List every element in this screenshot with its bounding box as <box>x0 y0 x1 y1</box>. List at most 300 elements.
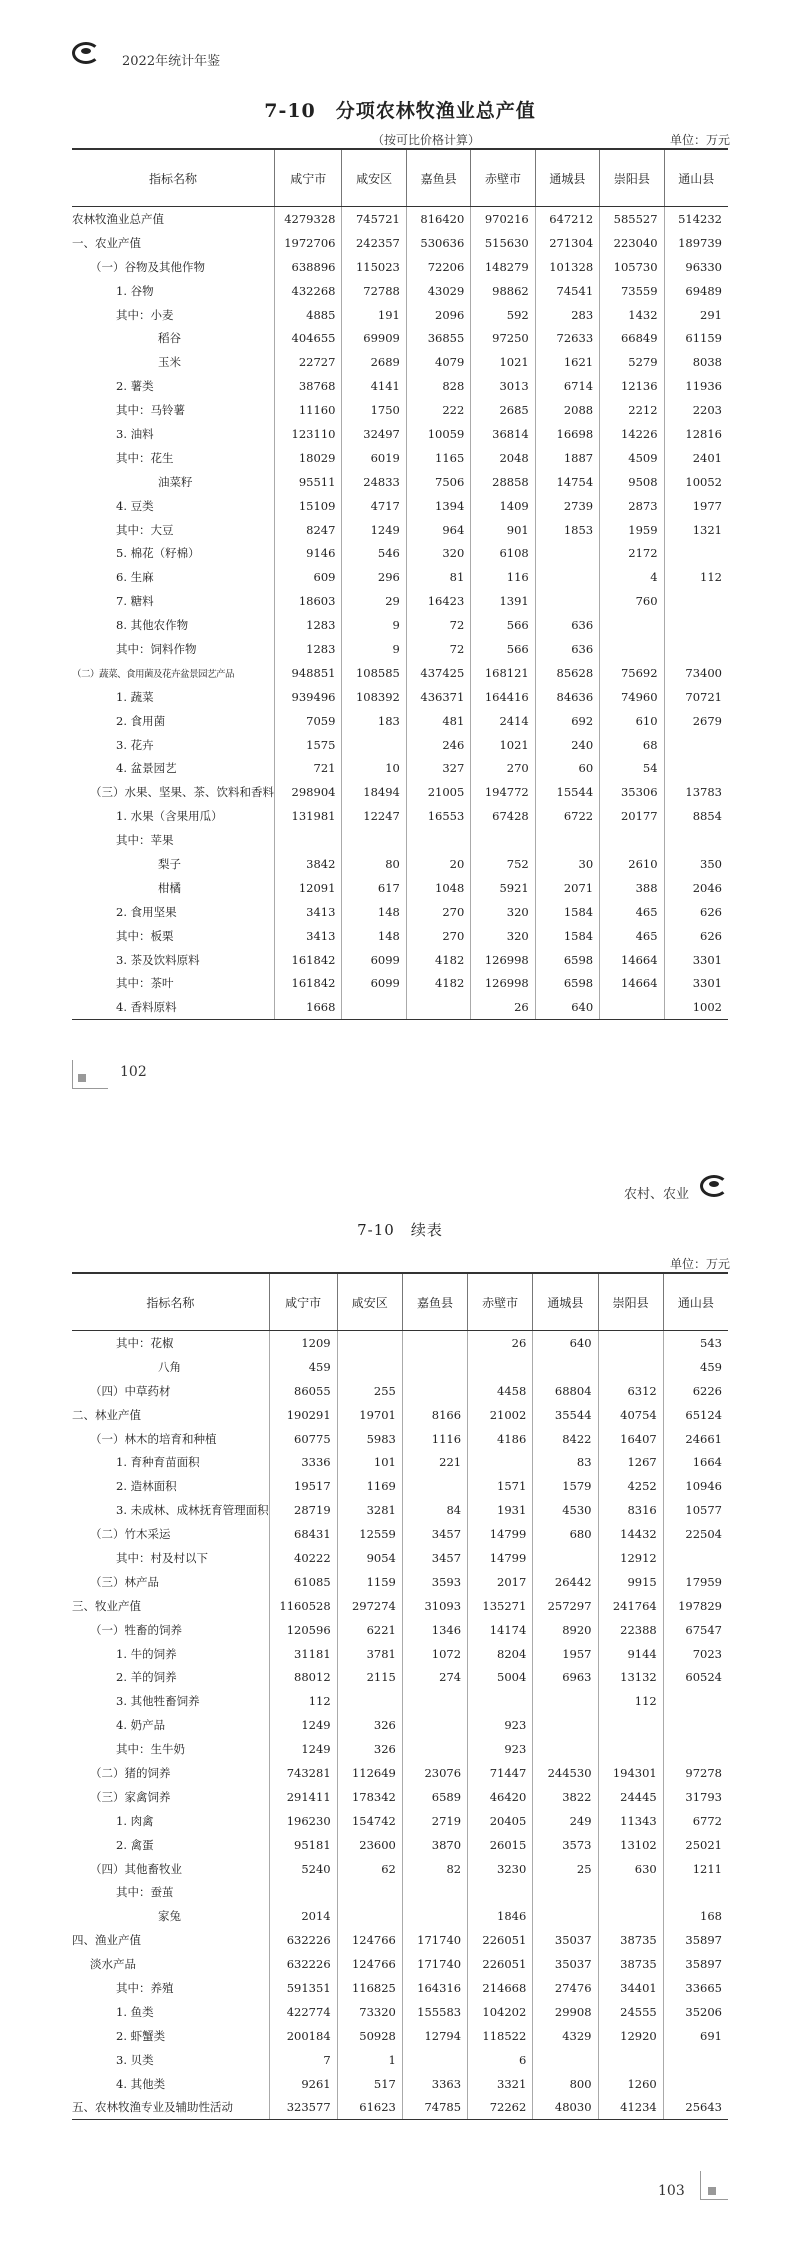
value-cell <box>664 589 728 613</box>
row-label: 八角 <box>158 1359 181 1374</box>
value-cell <box>664 541 728 565</box>
row-label: 1. 蔬菜 <box>116 689 154 704</box>
value-cell: 610 <box>600 709 664 733</box>
column-header-region: 通城县 <box>535 149 599 207</box>
value-cell: 35037 <box>533 1928 598 1952</box>
value-cell: 120596 <box>269 1618 337 1642</box>
value-cell <box>468 1355 533 1379</box>
value-cell: 1021 <box>471 350 535 374</box>
value-cell: 155583 <box>402 2000 467 2024</box>
value-cell: 12559 <box>337 1522 402 1546</box>
value-cell: 8422 <box>533 1427 598 1451</box>
value-cell: 161842 <box>275 948 342 972</box>
page-number: 103 <box>658 2183 685 2199</box>
table-row <box>72 1737 728 1761</box>
row-label: （一）牲畜的饲养 <box>90 1622 182 1637</box>
value-cell: 72 <box>406 637 470 661</box>
table-row <box>72 279 728 303</box>
value-cell: 6589 <box>402 1785 467 1809</box>
value-cell: 23076 <box>402 1761 467 1785</box>
value-cell: 35206 <box>663 2000 728 2024</box>
unit-label: 单位：万元 <box>670 1257 731 1271</box>
value-cell: 5004 <box>468 1665 533 1689</box>
value-cell: 4458 <box>468 1379 533 1403</box>
value-cell: 12816 <box>664 422 728 446</box>
value-cell: 14664 <box>600 948 664 972</box>
row-label: 3. 油料 <box>116 426 154 441</box>
value-cell: 154742 <box>337 1809 402 1833</box>
row-label: 其中：马铃薯 <box>116 403 185 418</box>
value-cell: 970216 <box>471 207 535 231</box>
column-header-region: 崇阳县 <box>598 1273 663 1331</box>
value-cell: 116 <box>471 565 535 589</box>
value-cell: 62 <box>337 1857 402 1881</box>
value-cell: 1283 <box>275 637 342 661</box>
value-cell: 10 <box>342 756 406 780</box>
value-cell: 255 <box>337 1379 402 1403</box>
table-row <box>72 804 728 828</box>
table-row <box>72 1761 728 1785</box>
value-cell: 15544 <box>535 780 599 804</box>
value-cell: 14664 <box>600 972 664 996</box>
value-cell: 12247 <box>342 804 406 828</box>
value-cell <box>664 733 728 757</box>
row-label: 其中：大豆 <box>116 522 174 537</box>
value-cell: 566 <box>471 637 535 661</box>
value-cell: 16423 <box>406 589 470 613</box>
table-row <box>72 374 728 398</box>
value-cell: 194301 <box>598 1761 663 1785</box>
table-row <box>72 1618 728 1642</box>
value-cell: 3573 <box>533 1833 598 1857</box>
output-table <box>72 148 728 1020</box>
table-subtitle: （按可比价格计算） <box>372 133 481 147</box>
value-cell: 752 <box>471 852 535 876</box>
value-cell: 2203 <box>664 398 728 422</box>
table-row <box>72 780 728 804</box>
value-cell: 1260 <box>598 2072 663 2096</box>
value-cell: 3457 <box>402 1546 467 1570</box>
table-row <box>72 1689 728 1713</box>
value-cell: 8316 <box>598 1498 663 1522</box>
column-header-region: 通山县 <box>663 1273 728 1331</box>
value-cell: 1887 <box>535 446 599 470</box>
value-cell <box>535 589 599 613</box>
value-cell: 404655 <box>275 326 342 350</box>
value-cell: 95511 <box>275 470 342 494</box>
table-row <box>72 1809 728 1833</box>
value-cell <box>269 1880 337 1904</box>
value-cell: 25021 <box>663 1833 728 1857</box>
value-cell: 591351 <box>269 1976 337 2000</box>
value-cell <box>402 1880 467 1904</box>
table-row <box>72 1331 728 1355</box>
value-cell: 171740 <box>402 1952 467 1976</box>
value-cell: 194772 <box>471 780 535 804</box>
value-cell: 164316 <box>402 1976 467 2000</box>
value-cell: 3301 <box>664 972 728 996</box>
value-cell: 226051 <box>468 1928 533 1952</box>
value-cell: 22388 <box>598 1618 663 1642</box>
column-header-region: 赤壁市 <box>471 149 535 207</box>
value-cell: 1931 <box>468 1498 533 1522</box>
value-cell: 2172 <box>600 541 664 565</box>
value-cell: 327 <box>406 756 470 780</box>
value-cell: 14799 <box>468 1522 533 1546</box>
value-cell: 465 <box>600 900 664 924</box>
row-label: 2. 禽蛋 <box>116 1837 154 1852</box>
page-corner-line <box>72 1060 73 1088</box>
value-cell <box>337 1904 402 1928</box>
value-cell: 3822 <box>533 1785 598 1809</box>
table-row <box>72 1498 728 1522</box>
value-cell: 7 <box>269 2048 337 2072</box>
value-cell: 22727 <box>275 350 342 374</box>
value-cell: 112649 <box>337 1761 402 1785</box>
table-row <box>72 2000 728 2024</box>
value-cell: 592 <box>471 303 535 327</box>
value-cell: 16553 <box>406 804 470 828</box>
value-cell: 1 <box>337 2048 402 2072</box>
value-cell: 3336 <box>269 1450 337 1474</box>
value-cell: 10577 <box>663 1498 728 1522</box>
value-cell: 1321 <box>664 518 728 542</box>
value-cell: 35897 <box>663 1928 728 1952</box>
value-cell: 2401 <box>664 446 728 470</box>
value-cell: 104202 <box>468 2000 533 2024</box>
value-cell: 828 <box>406 374 470 398</box>
value-cell: 2046 <box>664 876 728 900</box>
value-cell: 1346 <box>402 1618 467 1642</box>
value-cell: 3230 <box>468 1857 533 1881</box>
table-row <box>72 1522 728 1546</box>
value-cell <box>600 613 664 637</box>
value-cell <box>533 1689 598 1713</box>
value-cell: 26 <box>468 1331 533 1355</box>
row-label: （一）林木的培育和种植 <box>90 1431 217 1446</box>
value-cell <box>600 995 664 1019</box>
value-cell: 9915 <box>598 1570 663 1594</box>
table-row <box>72 733 728 757</box>
row-label: 其中：小麦 <box>116 307 174 322</box>
value-cell: 222 <box>406 398 470 422</box>
value-cell: 73400 <box>664 661 728 685</box>
column-header-region: 咸安区 <box>337 1273 402 1331</box>
value-cell: 23600 <box>337 1833 402 1857</box>
table-row <box>72 2072 728 2096</box>
table-row <box>72 231 728 255</box>
value-cell: 24555 <box>598 2000 663 2024</box>
value-cell: 20405 <box>468 1809 533 1833</box>
value-cell: 2873 <box>600 494 664 518</box>
value-cell: 4530 <box>533 1498 598 1522</box>
table-row <box>72 2024 728 2048</box>
table-row <box>72 303 728 327</box>
value-cell: 1002 <box>664 995 728 1019</box>
value-cell: 161842 <box>275 972 342 996</box>
row-label: 3. 其他牲畜饲养 <box>116 1694 200 1709</box>
value-cell: 115023 <box>342 255 406 279</box>
value-cell: 1116 <box>402 1427 467 1451</box>
value-cell: 25643 <box>663 2096 728 2120</box>
value-cell: 41234 <box>598 2096 663 2120</box>
value-cell: 638896 <box>275 255 342 279</box>
value-cell: 12794 <box>402 2024 467 2048</box>
page-102 <box>0 0 800 1130</box>
value-cell: 20177 <box>600 804 664 828</box>
table-row <box>72 1355 728 1379</box>
value-cell: 97250 <box>471 326 535 350</box>
value-cell: 124766 <box>337 1952 402 1976</box>
row-label: 2. 食用菌 <box>116 713 166 728</box>
row-label: 2. 羊的饲养 <box>116 1670 177 1685</box>
value-cell <box>342 828 406 852</box>
row-label: 其中：苹果 <box>116 833 174 848</box>
value-cell: 30 <box>535 852 599 876</box>
table-row <box>72 637 728 661</box>
value-cell: 1750 <box>342 398 406 422</box>
unit-label: 单位：万元 <box>670 133 731 147</box>
value-cell: 189739 <box>664 231 728 255</box>
table-row <box>72 709 728 733</box>
value-cell: 422774 <box>269 2000 337 2024</box>
value-cell <box>337 1355 402 1379</box>
value-cell <box>598 1355 663 1379</box>
value-cell: 18494 <box>342 780 406 804</box>
value-cell: 1391 <box>471 589 535 613</box>
value-cell: 73559 <box>600 279 664 303</box>
value-cell: 745721 <box>342 207 406 231</box>
value-cell: 6714 <box>535 374 599 398</box>
row-label: （三）家禽饲养 <box>90 1789 171 1804</box>
value-cell: 35544 <box>533 1403 598 1427</box>
table-row <box>72 1833 728 1857</box>
value-cell: 6963 <box>533 1665 598 1689</box>
row-label: 油菜籽 <box>158 474 193 489</box>
value-cell: 6772 <box>663 1809 728 1833</box>
table-row <box>72 398 728 422</box>
value-cell: 68 <box>600 733 664 757</box>
value-cell: 33665 <box>663 1976 728 2000</box>
value-cell: 617 <box>342 876 406 900</box>
value-cell: 1621 <box>535 350 599 374</box>
table-row <box>72 446 728 470</box>
table-row <box>72 1713 728 1737</box>
value-cell: 14799 <box>468 1546 533 1570</box>
value-cell: 3781 <box>337 1642 402 1666</box>
value-cell <box>663 1713 728 1737</box>
row-label: 6. 生麻 <box>116 570 154 585</box>
table-row <box>72 876 728 900</box>
value-cell <box>402 1713 467 1737</box>
value-cell: 69909 <box>342 326 406 350</box>
value-cell: 3413 <box>275 924 342 948</box>
value-cell: 68804 <box>533 1379 598 1403</box>
value-cell <box>342 733 406 757</box>
value-cell: 25 <box>533 1857 598 1881</box>
value-cell: 350 <box>664 852 728 876</box>
row-label: 8. 其他农作物 <box>116 618 189 633</box>
value-cell <box>402 1737 467 1761</box>
column-header-region: 嘉鱼县 <box>402 1273 467 1331</box>
value-cell: 3301 <box>664 948 728 972</box>
value-cell: 9144 <box>598 1642 663 1666</box>
value-cell: 326 <box>337 1737 402 1761</box>
row-label: 其中：板栗 <box>116 928 174 943</box>
value-cell: 6099 <box>342 972 406 996</box>
value-cell: 168121 <box>471 661 535 685</box>
value-cell: 6598 <box>535 948 599 972</box>
value-cell: 5921 <box>471 876 535 900</box>
value-cell: 9 <box>342 637 406 661</box>
row-label: （四）其他畜牧业 <box>90 1861 182 1876</box>
value-cell: 101328 <box>535 255 599 279</box>
value-cell: 1283 <box>275 613 342 637</box>
value-cell: 1668 <box>275 995 342 1019</box>
value-cell: 270 <box>406 924 470 948</box>
value-cell: 83 <box>533 1450 598 1474</box>
value-cell: 3842 <box>275 852 342 876</box>
value-cell: 2414 <box>471 709 535 733</box>
table-row <box>72 924 728 948</box>
row-label: 4. 香料原料 <box>72 995 275 1019</box>
value-cell <box>468 1880 533 1904</box>
value-cell: 298904 <box>275 780 342 804</box>
value-cell: 126998 <box>471 948 535 972</box>
value-cell: 432268 <box>275 279 342 303</box>
value-cell: 296 <box>342 565 406 589</box>
row-label: 柑橘 <box>158 880 181 895</box>
value-cell: 515630 <box>471 231 535 255</box>
value-cell: 249 <box>533 1809 598 1833</box>
value-cell: 71447 <box>468 1761 533 1785</box>
value-cell: 9146 <box>275 541 342 565</box>
value-cell: 24445 <box>598 1785 663 1809</box>
value-cell: 74541 <box>535 279 599 303</box>
table-row <box>72 1952 728 1976</box>
row-label: 2. 食用坚果 <box>116 904 177 919</box>
value-cell: 20 <box>406 852 470 876</box>
value-cell: 14226 <box>600 422 664 446</box>
value-cell: 6099 <box>342 948 406 972</box>
running-header: 农村、农业 <box>624 1187 690 1202</box>
column-header-region: 咸宁市 <box>269 1273 337 1331</box>
row-label: 3. 茶及饮料原料 <box>116 952 200 967</box>
value-cell: 465 <box>600 924 664 948</box>
row-label: 5. 棉花（籽棉） <box>116 546 200 561</box>
value-cell <box>664 756 728 780</box>
value-cell: 2096 <box>406 303 470 327</box>
value-cell <box>402 1331 467 1355</box>
value-cell: 632226 <box>269 1928 337 1952</box>
value-cell: 8166 <box>402 1403 467 1427</box>
value-cell: 24661 <box>663 1427 728 1451</box>
value-cell: 65124 <box>663 1403 728 1427</box>
value-cell: 246 <box>406 733 470 757</box>
value-cell: 4717 <box>342 494 406 518</box>
value-cell: 5240 <box>269 1857 337 1881</box>
value-cell: 2048 <box>471 446 535 470</box>
row-label: 其中：花生 <box>116 450 174 465</box>
value-cell: 135271 <box>468 1594 533 1618</box>
row-label: 4. 豆类 <box>116 498 154 513</box>
value-cell: 12920 <box>598 2024 663 2048</box>
value-cell: 86055 <box>269 1379 337 1403</box>
row-label: 其中：村及村以下 <box>116 1550 208 1565</box>
value-cell: 197829 <box>663 1594 728 1618</box>
row-label: 玉米 <box>158 355 181 370</box>
value-cell: 1249 <box>269 1713 337 1737</box>
table-row <box>72 1594 728 1618</box>
value-cell: 7059 <box>275 709 342 733</box>
value-cell: 36855 <box>406 326 470 350</box>
value-cell <box>337 1331 402 1355</box>
value-cell: 3413 <box>275 900 342 924</box>
row-label: （二）竹木采运 <box>90 1527 171 1542</box>
row-label: 1. 水果（含果用瓜） <box>116 809 223 824</box>
value-cell: 9261 <box>269 2072 337 2096</box>
output-table-continued <box>72 1272 728 2120</box>
value-cell: 1571 <box>468 1474 533 1498</box>
value-cell: 112 <box>269 1689 337 1713</box>
value-cell: 72 <box>406 613 470 637</box>
page-marker <box>708 2187 716 2195</box>
value-cell: 923 <box>468 1713 533 1737</box>
row-label: 2. 造林面积 <box>116 1479 177 1494</box>
value-cell: 26015 <box>468 1833 533 1857</box>
value-cell: 6221 <box>337 1618 402 1642</box>
value-cell: 123110 <box>275 422 342 446</box>
value-cell: 320 <box>471 924 535 948</box>
table-row <box>72 685 728 709</box>
table-row <box>72 661 728 685</box>
column-header-indicator: 指标名称 <box>72 149 275 207</box>
row-label: 淡水产品 <box>90 1957 136 1972</box>
value-cell: 10059 <box>406 422 470 446</box>
table-row <box>72 1904 728 1928</box>
value-cell <box>533 1713 598 1737</box>
value-cell: 297274 <box>337 1594 402 1618</box>
value-cell: 9054 <box>337 1546 402 1570</box>
table-row <box>72 1570 728 1594</box>
value-cell <box>664 828 728 852</box>
value-cell <box>663 1737 728 1761</box>
value-cell: 168 <box>663 1904 728 1928</box>
value-cell: 40222 <box>269 1546 337 1570</box>
row-label: 其中：生牛奶 <box>116 1742 185 1757</box>
value-cell: 2679 <box>664 709 728 733</box>
value-cell: 27476 <box>533 1976 598 2000</box>
value-cell: 964 <box>406 518 470 542</box>
table-row <box>72 852 728 876</box>
value-cell <box>533 1737 598 1761</box>
value-cell: 38735 <box>598 1928 663 1952</box>
row-label: （三）水果、坚果、茶、饮料和香料 <box>90 785 274 800</box>
value-cell: 1249 <box>269 1737 337 1761</box>
value-cell: 1432 <box>600 303 664 327</box>
table-row <box>72 995 728 1019</box>
value-cell: 721 <box>275 756 342 780</box>
table-row <box>72 948 728 972</box>
value-cell: 15109 <box>275 494 342 518</box>
value-cell <box>468 1689 533 1713</box>
table-row <box>72 756 728 780</box>
row-label: 其中：茶叶 <box>116 976 174 991</box>
value-cell: 21002 <box>468 1403 533 1427</box>
page-103 <box>0 1131 800 2261</box>
value-cell: 923 <box>468 1737 533 1761</box>
value-cell: 10946 <box>663 1474 728 1498</box>
